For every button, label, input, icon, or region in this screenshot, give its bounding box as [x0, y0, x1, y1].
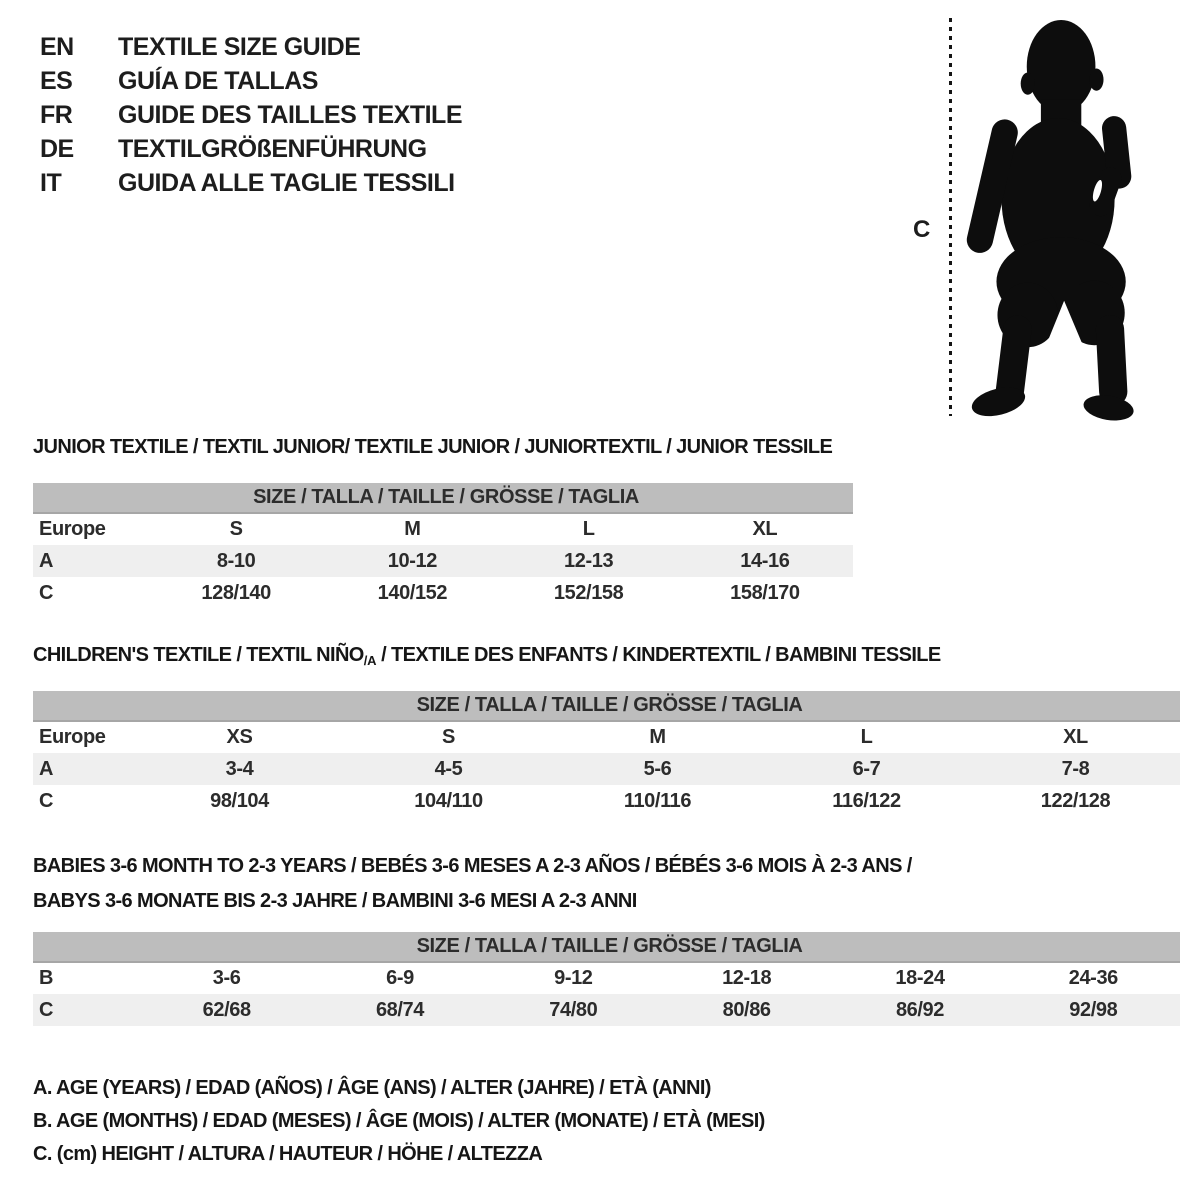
table-cell: XL: [752, 518, 778, 540]
table-cell: L: [860, 726, 873, 748]
table-cell: 7-8: [1061, 757, 1090, 780]
babies-section-title: [33, 849, 912, 919]
legend-line-c: C. (cm) HEIGHT / ALTURA / HAUTEUR / HÖHE / ALTEZZA: [33, 1143, 543, 1165]
height-measure-label: C: [913, 216, 931, 243]
babies-title-line1: BABIES 3-6 MONTH TO 2-3 YEARS / BEBÉS 3-6 MESES A 2-3 AÑOS / BÉBÉS 3-6 MOIS À 2-3 ANS /: [33, 855, 912, 877]
table-cell: 3-4: [225, 757, 254, 780]
language-row-es: [40, 64, 462, 98]
legend-line-b: B. AGE (MONTHS) / EDAD (MESES) / ÂGE (MOIS) / ALTER (MONATE) / ETÀ (MESI): [33, 1110, 765, 1132]
row-label: Europe: [39, 518, 106, 540]
table-cell: 10-12: [387, 549, 437, 572]
babies-title-line2: BABYS 3-6 MONATE BIS 2-3 JAHRE / BAMBINI 3-6 MESI A 2-3 ANNI: [33, 890, 637, 912]
legend-line-a: A. AGE (YEARS) / EDAD (AÑOS) / ÂGE (ANS) / ALTER (JAHRE) / ETÀ (ANNI): [33, 1077, 711, 1099]
row-label: B: [39, 967, 54, 989]
size-header-cell: SIZE / TALLA / TAILLE / GRÖSSE / TAGLIA: [33, 483, 853, 513]
table-cell: 62/68: [202, 998, 251, 1021]
table-cell: 14-16: [740, 549, 790, 572]
table-cell: 98/104: [210, 789, 269, 812]
table-cell: 5-6: [643, 757, 672, 780]
junior-section-title: JUNIOR TEXTILE / TEXTIL JUNIOR/ TEXTILE JUNIOR / JUNIORTEXTIL / JUNIOR TESSILE: [33, 436, 833, 458]
children-section-title: [33, 644, 941, 672]
height-measure-figure: [905, 10, 1175, 430]
row-label: C: [39, 581, 54, 604]
row-label: C: [39, 789, 54, 812]
table-cell: 68/74: [375, 998, 425, 1021]
height-measure-dashed-line: [949, 18, 952, 416]
table-cell: 74/80: [549, 998, 598, 1021]
table-cell: 122/128: [1040, 789, 1111, 812]
language-row-en: [40, 30, 462, 64]
table-cell: XL: [1063, 726, 1088, 748]
language-row-it: [40, 166, 462, 200]
children-title-subscript: /A: [363, 653, 377, 668]
table-cell: 140/152: [377, 581, 448, 604]
language-code: DE: [40, 134, 74, 163]
row-label: A: [39, 757, 54, 780]
row-label: C: [39, 998, 54, 1021]
size-header-cell: SIZE / TALLA / TAILLE / GRÖSSE / TAGLIA: [33, 932, 1180, 962]
table-row-europe: [33, 513, 853, 545]
row-label: A: [39, 549, 54, 572]
language-row-de: [40, 132, 462, 166]
table-cell: 24-36: [1068, 967, 1118, 989]
language-title-list: [40, 30, 462, 200]
language-code: FR: [40, 100, 73, 129]
row-label: Europe: [39, 726, 106, 748]
table-cell: XS: [226, 726, 253, 748]
table-cell: 6-9: [386, 967, 414, 989]
table-cell: 4-5: [434, 757, 463, 780]
table-cell: M: [649, 726, 666, 748]
table-cell: L: [582, 518, 595, 540]
guide-title-es: GUÍA DE TALLAS: [118, 66, 318, 95]
table-cell: 3-6: [212, 967, 241, 989]
table-cell: 6-7: [852, 757, 881, 780]
table-cell: 128/140: [201, 581, 271, 604]
table-cell: 9-12: [554, 967, 593, 989]
junior-size-table: [33, 483, 853, 609]
size-header-row: [33, 483, 853, 513]
table-row-height-cm: [33, 994, 1180, 1026]
table-cell: S: [442, 726, 455, 748]
table-cell: 8-10: [216, 549, 256, 572]
guide-title-it: GUIDA ALLE TAGLIE TESSILI: [118, 168, 455, 197]
table-row-height-cm: [33, 577, 853, 609]
toddler-silhouette-icon: [965, 17, 1137, 421]
table-cell: 152/158: [553, 581, 624, 604]
table-row-age-months: [33, 962, 1180, 994]
table-cell: 80/86: [722, 998, 771, 1021]
table-row-age-years: [33, 753, 1180, 785]
table-cell: 12-13: [564, 549, 614, 572]
table-cell: 104/110: [414, 789, 483, 812]
children-title-text: CHILDREN'S TEXTILE / TEXTIL NIÑO: [33, 644, 364, 666]
table-cell: 110/116: [623, 789, 692, 812]
language-row-fr: [40, 98, 462, 132]
size-header-row: [33, 932, 1180, 962]
measure-legend: [33, 1072, 765, 1171]
table-row-height-cm: [33, 785, 1180, 817]
table-cell: S: [229, 518, 243, 540]
table-cell: 12-18: [722, 967, 772, 989]
table-cell: 158/170: [730, 581, 800, 604]
table-cell: 92/98: [1069, 998, 1118, 1021]
size-header-cell: SIZE / TALLA / TAILLE / GRÖSSE / TAGLIA: [33, 691, 1180, 721]
guide-title-en: TEXTILE SIZE GUIDE: [118, 32, 361, 61]
children-title-text: / TEXTILE DES ENFANTS / KINDERTEXTIL / BAMBINI TESSILE: [376, 644, 941, 666]
guide-title-fr: GUIDE DES TAILLES TEXTILE: [118, 100, 463, 129]
babies-size-table: [33, 932, 1180, 1026]
language-code: EN: [40, 32, 74, 61]
children-size-table: [33, 691, 1180, 817]
language-code: IT: [40, 168, 62, 197]
table-cell: M: [404, 518, 421, 540]
language-code: ES: [40, 66, 73, 95]
table-row-europe: [33, 721, 1180, 753]
size-header-row: [33, 691, 1180, 721]
table-cell: 116/122: [832, 789, 901, 812]
table-row-age-years: [33, 545, 853, 577]
guide-title-de: TEXTILGRÖßENFÜHRUNG: [118, 134, 427, 163]
table-cell: 86/92: [895, 998, 944, 1021]
table-cell: 18-24: [895, 967, 945, 989]
